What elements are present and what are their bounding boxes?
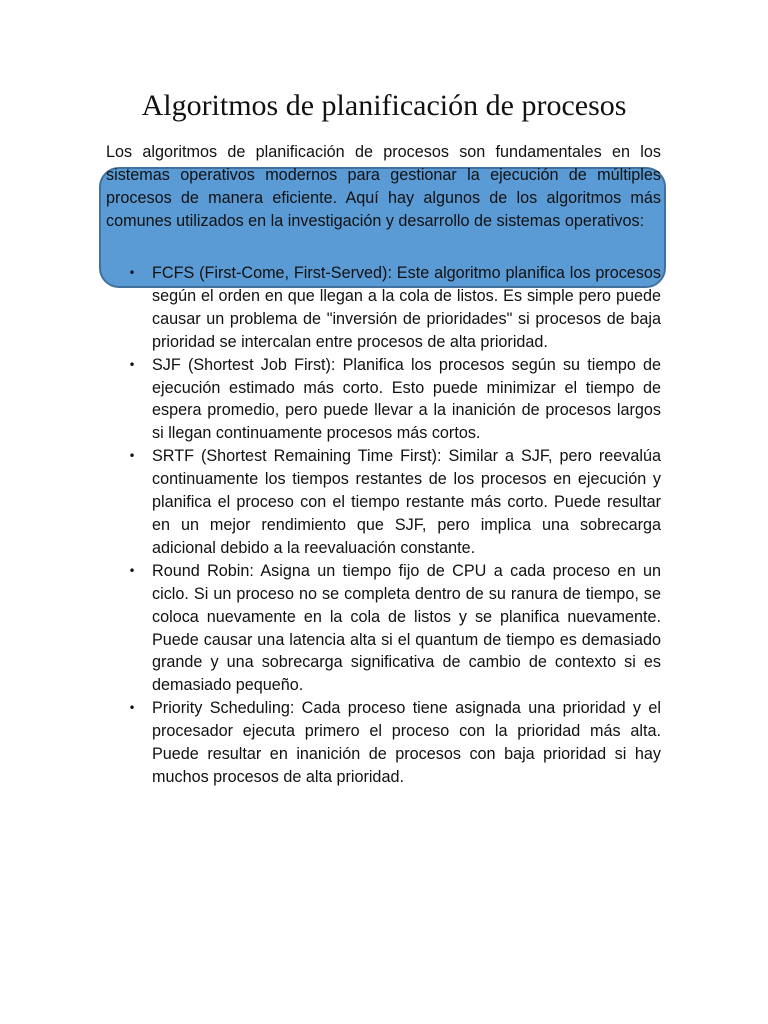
list-item-text: FCFS (First-Come, First-Served): Este algoritmo planifica los procesos según el orden en que llegan a la cola de listos. Es simple pero puede causar un problema de "inversión de prioridades" si procesos de baja prioridad se intercalan entre procesos de alta prioridad. — [152, 264, 661, 351]
bullet-icon: • — [128, 266, 136, 280]
list-item-text: Round Robin: Asigna un tiempo fijo de CPU a cada proceso en un ciclo. Si un proceso no se completa dentro de su ranura de tiempo, se coloca nuevamente en la cola de listos y se planifica nuevamente. Puede causar una latencia alta si el quantum de tiempo es demasiado grande y una sobrecarga significativa de cambio de contexto si es demasiado pequeño. — [152, 561, 661, 695]
list-item-text: SJF (Shortest Job First): Planifica los procesos según su tiempo de ejecución estimado más corto. Esto puede minimizar el tiempo de espera promedio, pero puede llevar a la inanición de procesos largos si llegan continuamente procesos más cortos. — [152, 355, 661, 443]
list-item-text: Priority Scheduling: Cada proceso tiene asignada una prioridad y el procesador ejecuta primero el proceso con la prioridad más alta. Puede resultar en inanición de procesos con baja prioridad si hay muchos procesos de alta prioridad. — [152, 699, 661, 786]
list-item-priority-scheduling — [106, 697, 661, 789]
list-item-round-robin — [106, 560, 661, 697]
algorithm-list — [106, 262, 661, 789]
document-title: Algoritmos de planificación de procesos — [141, 89, 627, 122]
intro-paragraph: Los algoritmos de planificación de procesos son fundamentales en los sistemas operativos modernos para gestionar la ejecución de múltiples procesos de manera eficiente. Aquí hay algunos de los algoritmos más comunes utilizados en la investigación y desarrollo de sistemas operativos: — [106, 143, 661, 230]
list-item-fcfs — [106, 262, 661, 354]
bullet-icon: • — [128, 449, 136, 464]
bullet-icon: • — [128, 357, 136, 372]
list-item-sjf — [106, 354, 661, 446]
list-item-srtf — [106, 445, 661, 560]
bullet-icon: • — [128, 701, 136, 716]
bullet-icon: • — [128, 563, 136, 578]
list-item-text: SRTF (Shortest Remaining Time First): Similar a SJF, pero reevalúa continuamente los tiempos restantes de los procesos en ejecución y planifica el proceso con el tiempo restante más corto. Puede resultar en un mejor rendimiento que SJF, pero implica una sobrecarga adicional debido a la reevaluación constante. — [152, 447, 661, 557]
